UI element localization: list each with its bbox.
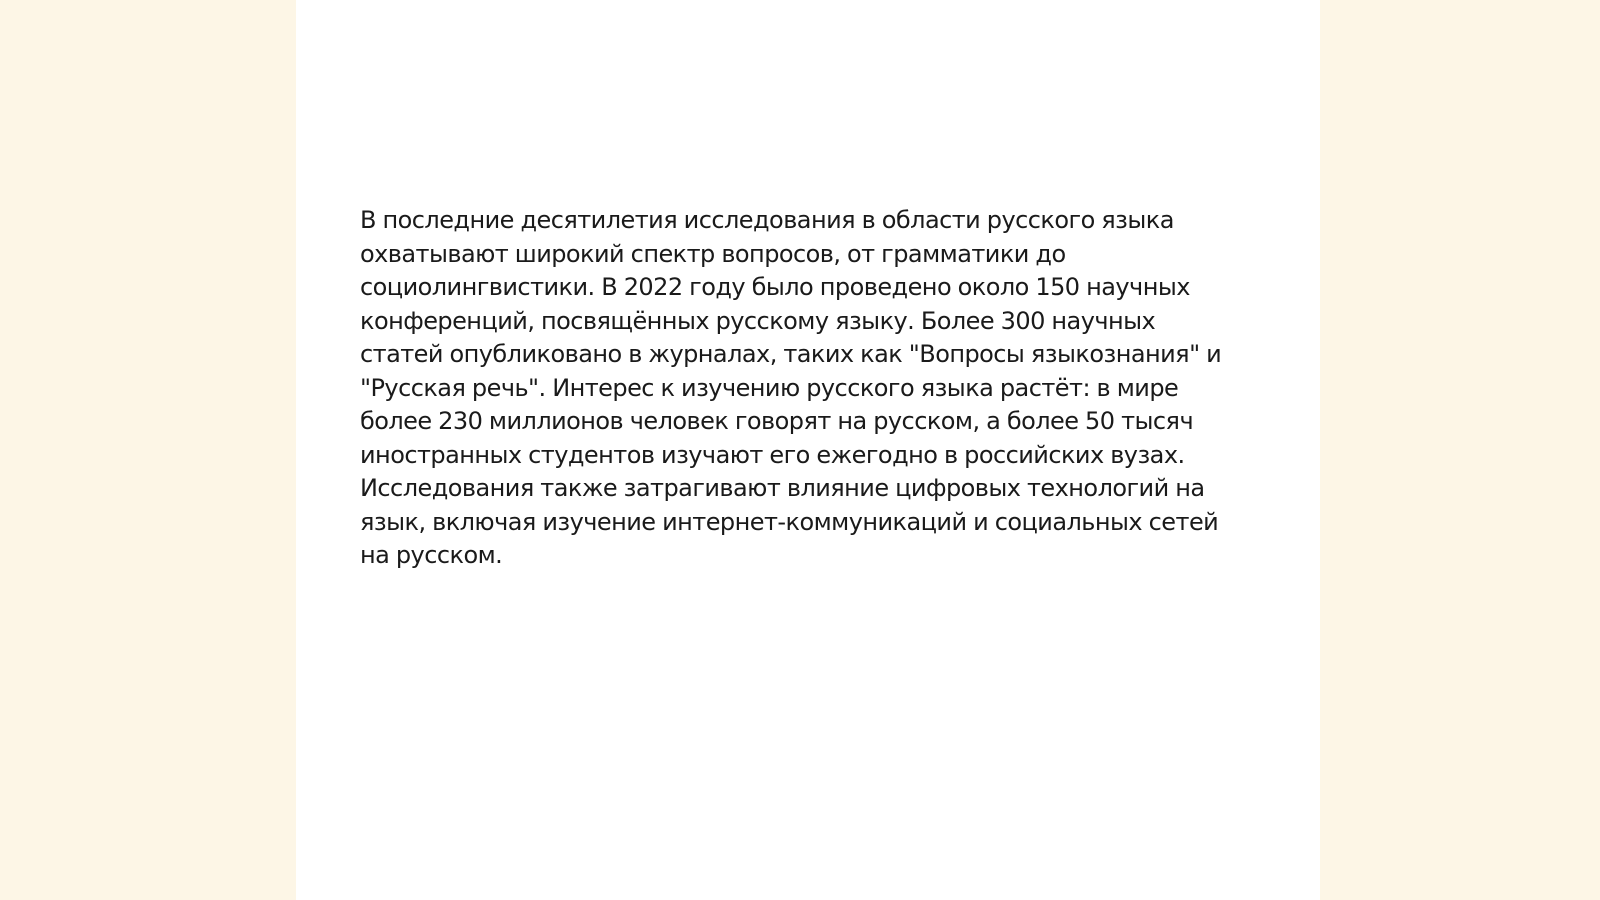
document-page [296, 0, 1320, 900]
body-paragraph: В последние десятилетия исследования в области русского языка охватывают широкий спектр вопросов, от грамматики до социолингвистики. В 2022 году было проведено около 150 научных конференций, посвящённых русскому языку. Более 300 научных статей опубликовано в журналах, таких как "Вопросы языкознания" и "Русская речь". Интерес к изучению русского языка растёт: в мире более 230 миллионов человек говорят на русском, а более 50 тысяч иностранных студентов изучают его ежегодно в российских вузах. Исследования также затрагивают влияние цифровых технологий на язык, включая изучение интернет-коммуникаций и социальных сетей на русском. [360, 206, 1222, 569]
